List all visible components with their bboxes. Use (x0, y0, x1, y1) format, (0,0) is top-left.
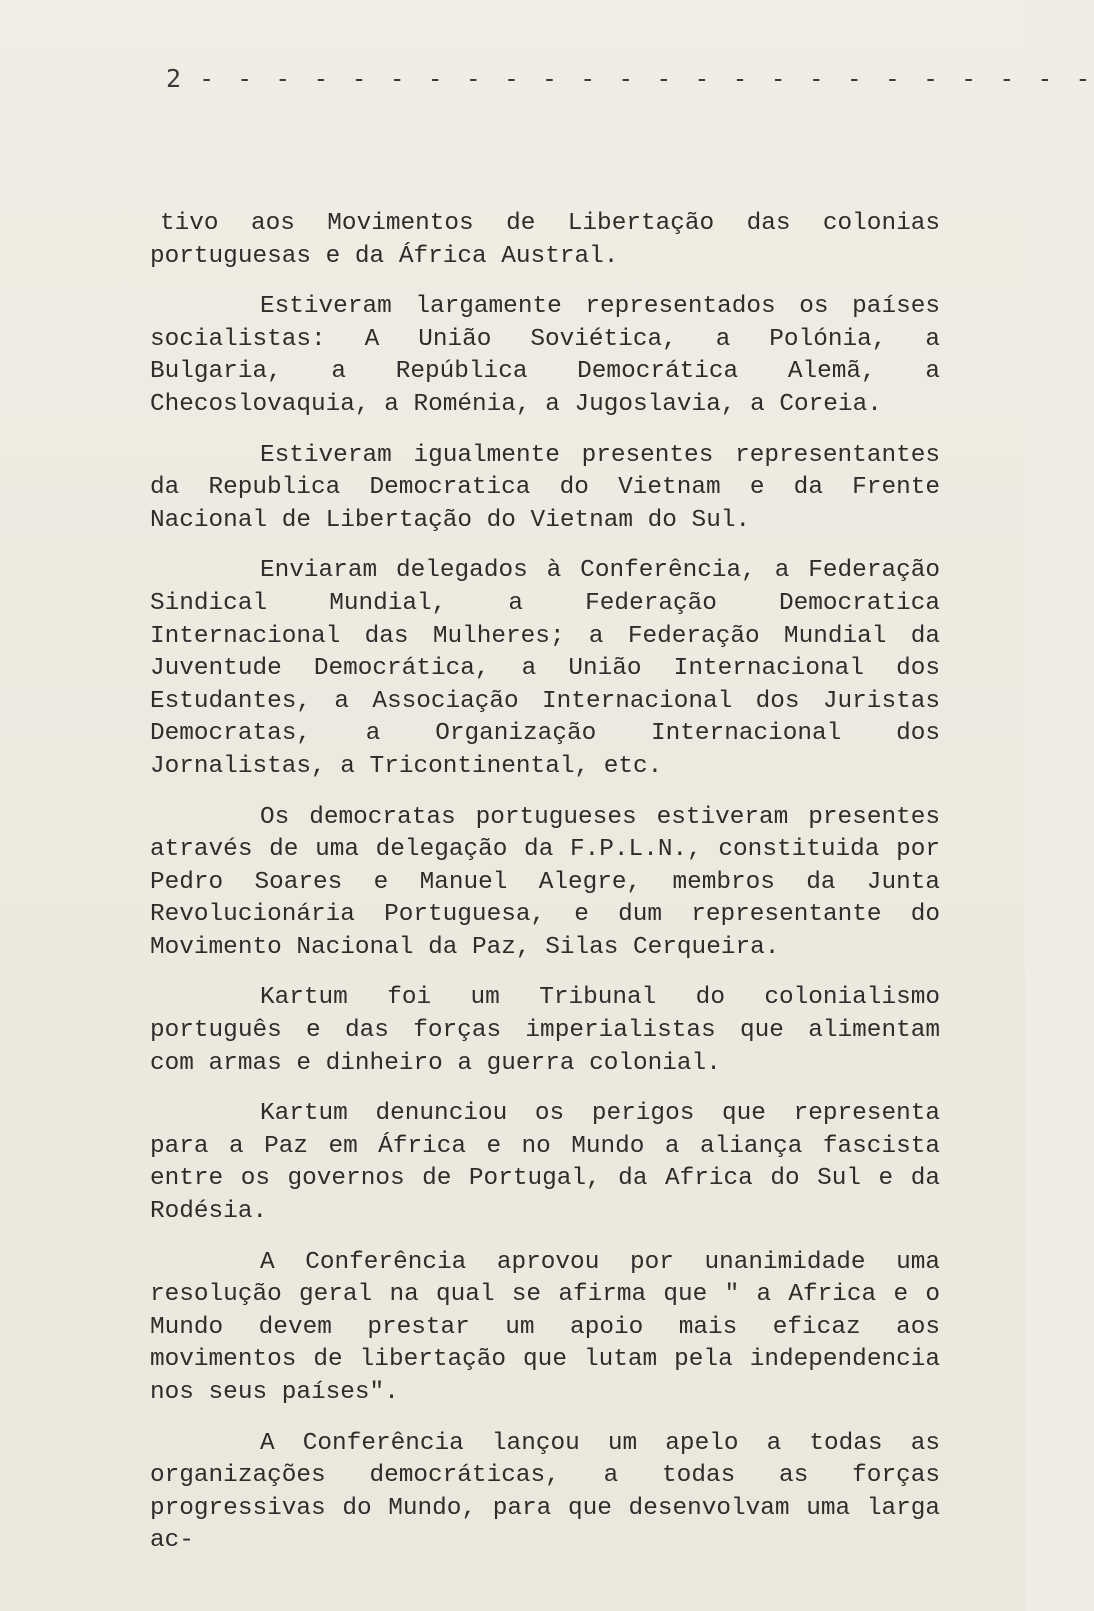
paragraph-continuation: tivo aos Movimentos de Libertação das colonias portuguesas e da África Austral. (150, 210, 940, 270)
document-body (150, 208, 940, 1576)
paragraph-appeal: A Conferência lançou um apelo a todas as organizações democráticas, a todas as forças progressivas do Mundo, para que desenvolvam uma larga ac- (150, 1429, 940, 1555)
paragraph-socialist-countries: Estiveram largamente representados os países socialistas: A União Soviética, a Polónia, a Bulgaria, a República Democrática Alemã, a Checoslovaquia, a Roménia, a Jugoslavia, a Coreia. (150, 293, 940, 418)
paragraph-portuguese-democrats: Os democratas portugueses estiveram presentes através de uma delegação da F.P.L.N., constituida por Pedro Soares e Manuel Alegre, membros da Junta Revolucionária Portuguesa, e dum representante do Movimento Nacional da Paz, Silas Cerqueira. (150, 803, 940, 961)
paragraph-kartum-denounced: Kartum denunciou os perigos que representa para a Paz em África e no Mundo a aliança fascista entre os governos de Portugal, da Africa do Sul e da Rodésia. (150, 1100, 940, 1226)
page-number: 2 (166, 64, 182, 93)
paragraph-resolution: A Conferência aprovou por unanimidade uma resolução geral na qual se afirma que " a Africa e o Mundo devem prestar um apoio mais eficaz aos movimentos de libertação que lutam pela independencia nos seus países". (150, 1248, 940, 1406)
paragraph-vietnam-representatives: Estiveram igualmente presentes representantes da Republica Democratica do Vietnam e da Frente Nacional de Libertação do Vietnam do Sul. (150, 441, 940, 534)
page-header (166, 64, 1094, 104)
paragraph-kartum-tribunal: Kartum foi um Tribunal do colonialismo português e das forças imperialistas que alimentam com armas e dinheiro a guerra colonial. (150, 984, 940, 1077)
header-dash-rule: - - - - - - - - - - - - - - - - - - - - - - - - (199, 64, 1094, 93)
paragraph-delegations: Enviaram delegados à Conferência, a Federação Sindical Mundial, a Federação Democratica Internacional das Mulheres; a Federação Mundial da Juventude Democrática, a União Internacional dos Estudantes, a Associação Internacional dos Juristas Democratas, a Organização Internacional dos Jornalistas, a Tricontinental, etc. (150, 557, 940, 780)
